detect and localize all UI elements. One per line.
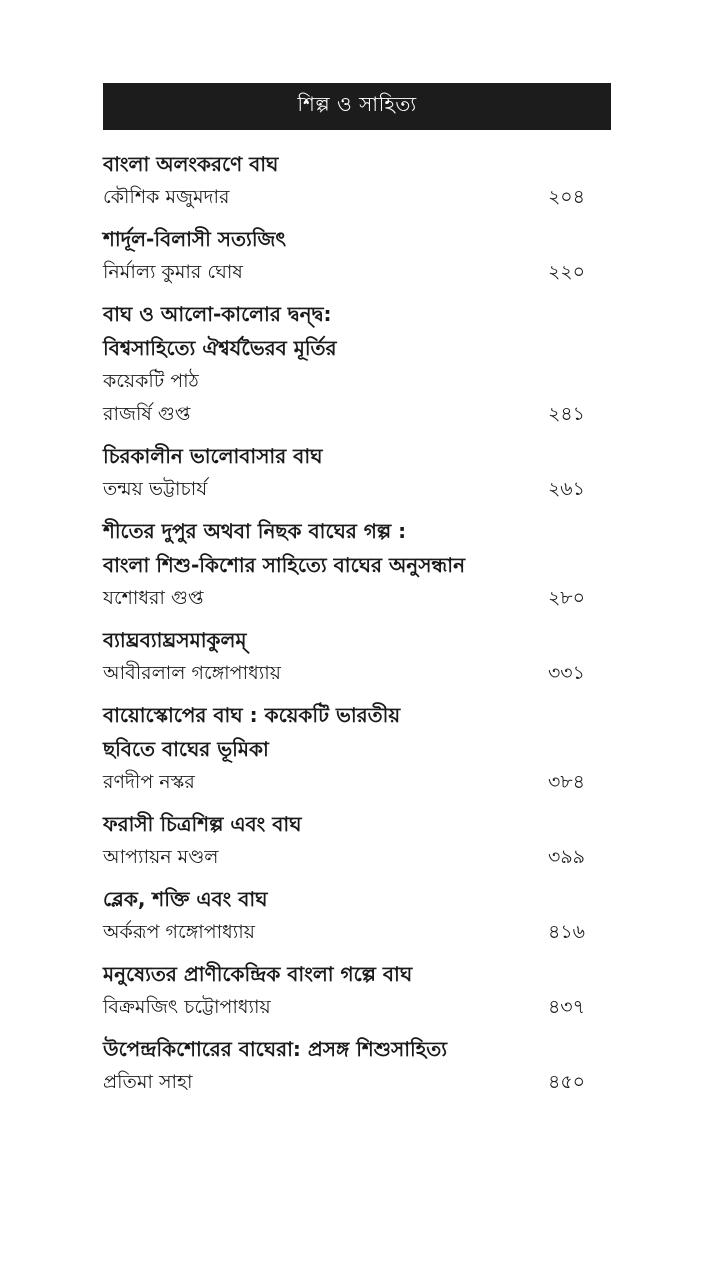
toc-entry	[103, 623, 611, 690]
entry-page-number: ৩৯৯	[547, 846, 585, 868]
author-row	[103, 256, 611, 289]
entry-title: বাংলা অলংকরণে বাঘ	[103, 152, 279, 176]
entry-page-number: ৩৮৪	[547, 771, 585, 793]
entry-author: যশোধরা গুপ্ত	[103, 587, 204, 609]
author-row	[103, 991, 611, 1024]
entry-title: চিরকালীন ভালোবাসার বাঘ	[103, 444, 323, 468]
entry-subtitle: কয়েকটি পাঠ	[103, 370, 199, 392]
entry-page-number: ৪৩৭	[547, 996, 585, 1018]
entry-author: বিক্রমজিৎ চট্টোপাধ্যায়	[103, 996, 271, 1018]
entry-page-number: ২৪১	[547, 403, 585, 425]
entry-author: আপ্যায়ন মণ্ডল	[103, 846, 219, 868]
entry-title: উপেন্দ্রকিশোরের বাঘেরা: প্রসঙ্গ শিশুসাহিত্য	[103, 1037, 448, 1061]
entry-author: আবীরলাল গঙ্গোপাধ্যায়	[103, 662, 281, 684]
entry-author: তন্ময় ভট্টাচার্য	[103, 478, 208, 500]
entry-author: নির্মাল্য কুমার ঘোষ	[103, 261, 243, 283]
section-header-bar	[103, 83, 611, 130]
toc-entry	[103, 297, 611, 431]
entry-author: রাজর্ষি গুপ্ত	[103, 403, 191, 425]
entry-title: বায়োস্কোপের বাঘ : কয়েকটি ভারতীয়	[103, 703, 401, 727]
entry-title: ছবিতে বাঘের ভূমিকা	[103, 737, 269, 761]
author-row	[103, 1066, 611, 1099]
entry-author: কৌশিক মজুমদার	[103, 186, 230, 208]
entry-title: শীতের দুপুর অথবা নিছক বাঘের গল্প :	[103, 519, 407, 543]
author-row	[103, 582, 611, 615]
entry-title: ফরাসী চিত্রশিল্প এবং বাঘ	[103, 812, 302, 836]
toc-entry	[103, 1032, 611, 1099]
entry-page-number: ২৬১	[547, 478, 585, 500]
toc-entry	[103, 514, 611, 615]
toc-entry	[103, 147, 611, 214]
entry-author: প্রতিমা সাহা	[103, 1071, 193, 1093]
toc-entry	[103, 807, 611, 874]
toc-entry	[103, 222, 611, 289]
author-row	[103, 398, 611, 431]
entry-title: মনুষ্যেতর প্রাণীকেন্দ্রিক বাংলা গল্পে বাঘ	[103, 962, 413, 986]
toc-entry	[103, 698, 611, 799]
toc-entry	[103, 882, 611, 949]
entry-title: শার্দূল-বিলাসী সত্যজিৎ	[103, 227, 287, 251]
toc-entry	[103, 439, 611, 506]
entry-page-number: ২৮০	[547, 587, 585, 609]
toc-list	[103, 147, 611, 1099]
author-row	[103, 657, 611, 690]
entry-page-number: ৪৫০	[547, 1071, 585, 1093]
entry-title: বাংলা শিশু-কিশোর সাহিত্যে বাঘের অনুসন্ধান	[103, 553, 466, 577]
entry-title: বিশ্বসাহিত্যে ঐশ্বর্যভৈরব মূর্তির	[103, 336, 337, 360]
section-title: শিল্প ও সাহিত্য	[297, 92, 417, 116]
author-row	[103, 181, 611, 214]
entry-author: রণদীপ নস্কর	[103, 771, 195, 793]
entry-page-number: ৪১৬	[547, 921, 585, 943]
author-row	[103, 916, 611, 949]
entry-page-number: ২০৪	[547, 186, 585, 208]
toc-entry	[103, 957, 611, 1024]
entry-title: ব্লেক, শক্তি এবং বাঘ	[103, 887, 268, 911]
entry-title: বাঘ ও আলো-কালোর দ্বন্দ্ব:	[103, 302, 332, 326]
author-row	[103, 841, 611, 874]
entry-author: অর্করূপ গঙ্গোপাধ্যায়	[103, 921, 255, 943]
author-row	[103, 473, 611, 506]
entry-title: ব্যাঘ্রব্যাঘ্রসমাকুলম্	[103, 628, 247, 652]
entry-page-number: ২২০	[547, 261, 585, 283]
entry-page-number: ৩৩১	[547, 662, 585, 684]
contents-page	[103, 83, 611, 1107]
author-row	[103, 766, 611, 799]
